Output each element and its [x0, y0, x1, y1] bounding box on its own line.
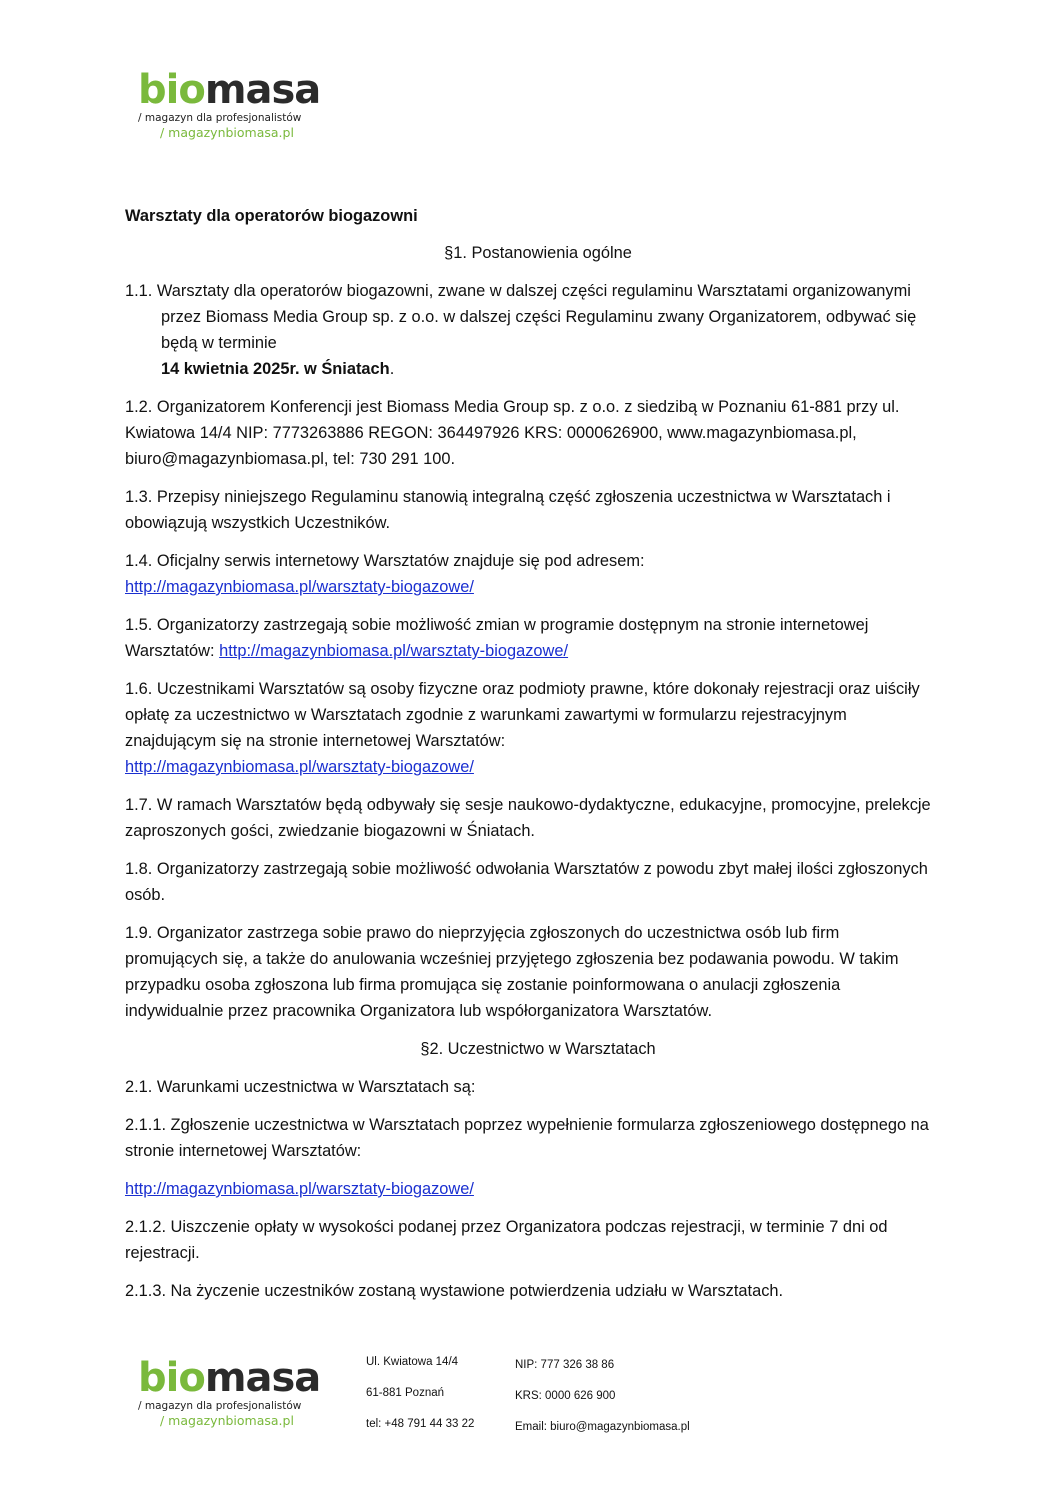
website-link[interactable]: http://magazynbiomasa.pl/warsztaty-biogazowe/	[219, 642, 569, 660]
website-link[interactable]: http://magazynbiomasa.pl/warsztaty-biogazowe/	[125, 578, 474, 596]
footer-nip: NIP: 777 326 38 86	[515, 1359, 615, 1371]
paragraph-1-6: 1.6. Uczestnikami Warsztatów są osoby fizyczne oraz podmioty prawne, które dokonały rejestracji oraz uiściły opłatę za uczestnictwo w Warsztatach zgodnie z warunkami zawartymi w formularzu rejestracyjnym znajdującym się na stronie internetowej Warsztatów: http://magazynbiomasa.pl/warsztaty-biogazowe/	[125, 680, 920, 776]
document-title: Warsztaty dla operatorów biogazowni	[125, 207, 418, 225]
paragraph-2-1-2: 2.1.2. Uiszczenie opłaty w wysokości podanej przez Organizatora podczas rejestracji, w terminie 7 dni od rejestracji.	[125, 1218, 888, 1262]
logo-website: / magazynbiomasa.pl	[160, 1413, 294, 1429]
footer-phone: tel: +48 791 44 33 22	[366, 1418, 475, 1430]
paragraph-1-7: 1.7. W ramach Warsztatów będą odbywały się sesje naukowo-dydaktyczne, edukacyjne, promocyjne, prelekcje zaproszonych gości, zwiedzanie biogazowni w Śniatach.	[125, 796, 931, 840]
paragraph-1-4: 1.4. Oficjalny serwis internetowy Warsztatów znajduje się pod adresem: http://magazynbiomasa.pl/warsztaty-biogazowe/	[125, 552, 645, 596]
paragraph-1-8: 1.8. Organizatorzy zastrzegają sobie możliwość odwołania Warsztatów z powodu zbyt małej ilości zgłoszonych osób.	[125, 860, 928, 904]
paragraph-2-1-3: 2.1.3. Na życzenie uczestników zostaną wystawione potwierdzenia udziału w Warsztatach.	[125, 1282, 784, 1300]
logo-wordmark: biomasa	[138, 67, 321, 113]
document-body	[125, 203, 935, 1316]
footer-email: Email: biuro@magazynbiomasa.pl	[515, 1421, 690, 1433]
paragraph-2-1-1-link	[125, 1176, 935, 1202]
website-link[interactable]: http://magazynbiomasa.pl/warsztaty-biogazowe/	[125, 1180, 474, 1198]
logo-wordmark: biomasa	[138, 1355, 321, 1401]
paragraph-2-1: 2.1. Warunkami uczestnictwa w Warsztatach są:	[125, 1078, 476, 1096]
logo-tagline: / magazyn dla profesjonalistów	[138, 112, 302, 124]
logo-tagline: / magazyn dla profesjonalistów	[138, 1400, 302, 1412]
footer-logo	[138, 1355, 321, 1429]
logo-website: / magazynbiomasa.pl	[160, 125, 294, 141]
paragraph-1-5: 1.5. Organizatorzy zastrzegają sobie możliwość zmian w programie dostępnym na stronie internetowej Warsztatów: http://magazynbiomasa.pl/warsztaty-biogazowe/	[125, 616, 869, 660]
header-logo	[138, 67, 321, 141]
paragraph-1-9: 1.9. Organizator zastrzega sobie prawo do nieprzyjęcia zgłoszonych do uczestnictwa osób lub firm promujących się, a także do anulowania wcześniej przyjętego zgłoszenia bez podawania powodu. W takim przypadku osoba zgłoszona lub firma promująca się zostanie poinformowana o anulacji zgłoszenia indywidualnie przez pracownika Organizatora lub współorganizatora Warsztatów.	[125, 924, 899, 1020]
section-2-heading: §2. Uczestnictwo w Warsztatach	[420, 1040, 656, 1058]
section-1-heading: §1. Postanowienia ogólne	[444, 244, 632, 262]
paragraph-1-2: 1.2. Organizatorem Konferencji jest Biomass Media Group sp. z o.o. z siedzibą w Poznaniu 61-881 przy ul. Kwiatowa 14/4 NIP: 7773263886 REGON: 364497926 KRS: 0000626900, www.magazynbiomasa.pl, biuro@magazynbiomasa.pl, tel: 730 291 100.	[125, 398, 900, 468]
paragraph-1-3: 1.3. Przepisy niniejszego Regulaminu stanowią integralną część zgłoszenia uczestnictwa w Warsztatach i obowiązują wszystkich Uczestników.	[125, 488, 891, 532]
footer-city: 61-881 Poznań	[366, 1387, 445, 1399]
paragraph-2-1-1: 2.1.1. Zgłoszenie uczestnictwa w Warsztatach poprzez wypełnienie formularza zgłoszeniowego dostępnego na stronie internetowej Warsztatów:	[125, 1116, 929, 1160]
website-link[interactable]: http://magazynbiomasa.pl/warsztaty-biogazowe/	[125, 758, 474, 776]
footer-address: Ul. Kwiatowa 14/4	[366, 1356, 459, 1368]
footer-registry-column	[515, 1358, 690, 1451]
footer-address-column	[366, 1355, 474, 1448]
footer-krs: KRS: 0000 626 900	[515, 1390, 616, 1402]
paragraph-1-1: 1.1. Warsztaty dla operatorów biogazowni, zwane w dalszej części regulaminu Warsztatami organizowanymi przez Biomass Media Group sp. z o.o. w dalszej części Regulaminu zwany Organizatorem, odbywać się będą w terminie 14 kwietnia 2025r. w Śniatach.	[125, 282, 917, 378]
